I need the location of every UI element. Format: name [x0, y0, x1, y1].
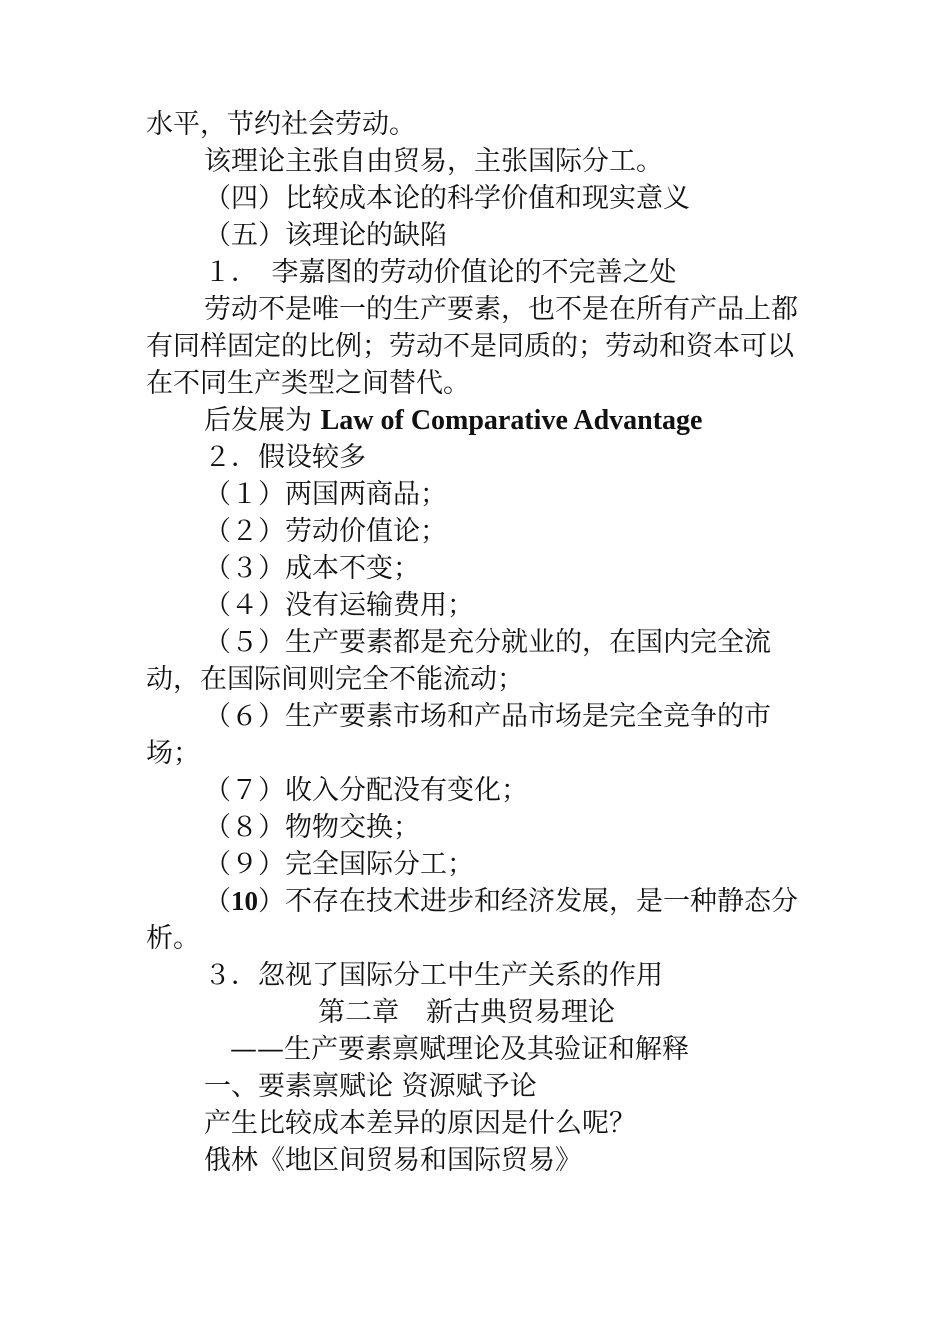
list-item	[146, 883, 810, 957]
section-heading: 一、要素禀赋论 资源赋予论	[204, 1071, 537, 1102]
list-item: （６）生产要素市场和产品市场是完全竞争的市场；	[146, 701, 771, 769]
text-fragment: （	[204, 886, 231, 917]
list-item: （４）没有运输费用；	[204, 590, 474, 621]
section-heading: （四）比较成本论的科学价值和现实意义	[204, 183, 690, 214]
list-item: （８）物物交换；	[204, 812, 420, 843]
list-item: （３）成本不变；	[204, 553, 420, 584]
text-line: 水平，节约社会劳动。	[146, 109, 416, 140]
list-item: （９）完全国际分工；	[204, 849, 474, 880]
paragraph: 劳动不是唯一的生产要素，也不是在所有产品上都有同样固定的比例；劳动不是同质的；劳动和资本可以在不同生产类型之间替代。	[146, 294, 798, 399]
text-line: 产生比较成本差异的原因是什么呢？	[204, 1108, 636, 1139]
list-number: 10	[231, 886, 258, 916]
section-heading: （五）该理论的缺陷	[204, 220, 447, 251]
text-line: 俄林《地区间贸易和国际贸易》	[204, 1145, 582, 1176]
text-fragment: 后发展为	[204, 405, 312, 436]
text-fragment: ）不存在技术进步和经济发展，是一种静态分析。	[146, 886, 798, 954]
english-term: Law of Comparative Advantage	[320, 405, 703, 436]
list-item: （２）劳动价值论；	[204, 516, 447, 547]
subsection-heading: ２．假设较多	[204, 442, 366, 473]
subsection-heading: １． 李嘉图的劳动价值论的不完善之处	[204, 257, 677, 288]
list-item: （７）收入分配没有变化；	[204, 775, 528, 806]
text-line	[146, 402, 810, 439]
list-item: （１）两国两商品；	[204, 479, 447, 510]
document-page	[146, 106, 810, 1179]
text-line: 该理论主张自由贸易，主张国际分工。	[204, 146, 663, 177]
subsection-heading: ３．忽视了国际分工中生产关系的作用	[204, 960, 663, 991]
chapter-title: 第二章 新古典贸易理论	[318, 997, 615, 1028]
chapter-subtitle: ——生产要素禀赋理论及其验证和解释	[230, 1034, 689, 1065]
list-item: （５）生产要素都是充分就业的，在国内完全流动，在国际间则完全不能流动；	[146, 627, 771, 695]
